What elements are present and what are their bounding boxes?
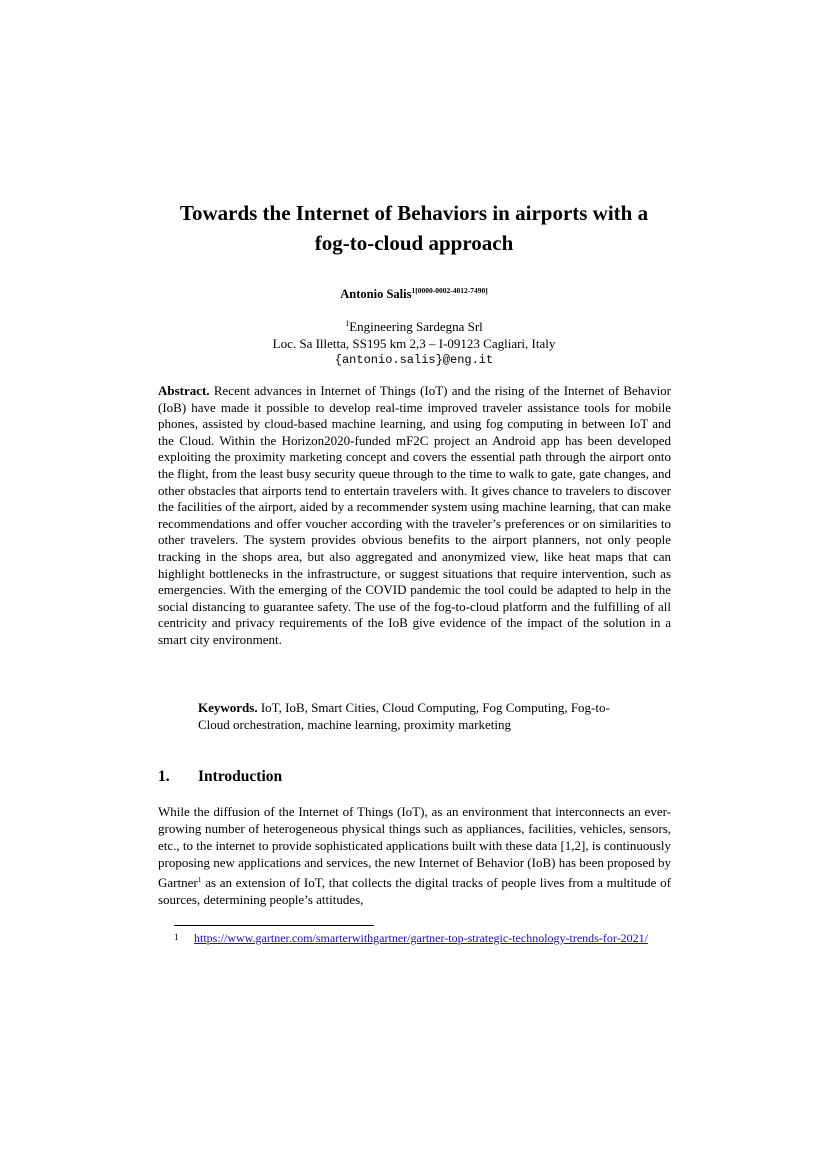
intro-text-part-2: as an extension of IoT, that collects the digital tracks of people lives from a multitude of sources, determining people’s attitudes, (158, 875, 671, 907)
section-title: Introduction (198, 768, 283, 785)
abstract-label: Abstract. (158, 383, 210, 398)
keywords-text: IoT, IoB, Smart Cities, Cloud Computing, Fog Computing, Fog-to-Cloud orchestration, machine learning, proximity marketing (198, 700, 610, 732)
introduction-paragraph (158, 803, 671, 908)
footnote (158, 930, 671, 945)
abstract (158, 383, 671, 649)
affiliation-org-line (0, 316, 828, 336)
affiliation (0, 316, 828, 369)
paper-title (100, 198, 728, 258)
intro-text-part-1: While the diffusion of the Internet of Things (IoT), as an environment that interconnects an ever-growing number of heterogeneous physical things such as appliances, facilities, vehicles, sensors, etc., to the internet to provide sophisticated applications built with these data [1,2], is continuously proposing new applications and services, the new Internet of Behavior (IoB) has been proposed by Gartner (158, 804, 671, 890)
keywords (198, 700, 638, 733)
affiliation-email[interactable]: {antonio.salis}@eng.it (334, 353, 494, 367)
author-line (0, 283, 828, 302)
section-heading-introduction (158, 767, 282, 787)
footnote-divider (174, 925, 374, 926)
author-orcid: 1[0000-0002-4012-7490] (411, 286, 488, 295)
abstract-text: Recent advances in Internet of Things (IoT) and the rising of the Internet of Behavior (IoB) have made it possible to develop real-time improved traveler assistance tools for mobile phones, assisted by cloud-based machine learning, and using fog computing in between IoT and the Cloud. Within the Horizon2020-funded mF2C project an Android app has been developed exploiting the proximity marketing concept and covers the essential path through the airport onto the flight, from the least busy security queue through to the time to walk to gate, gate changes, and other obstacles that airports tend to entertain travelers with. It gives chance to travelers to discover the facilities of the airport, aided by a recommender system using machine learning, that can make recommendations and offer voucher according with the traveler’s preferences or on similarities to other travelers. The system provides obvious benefits to the airport planners, not only people tracking in the shops area, but also aggregated and anonymized view, like heat maps that can highlight bottlenecks in the infrastructure, or suggest situations that require intervention, such as emergencies. With the emerging of the COVID pandemic the tool could be adapted to help in the social distancing to guarantee safety. The use of the fog-to-cloud platform and the fulfilling of all centricity and privacy requirements of the IoB give evidence of the impact of the solution in a smart city environment. (158, 383, 672, 647)
footnote-marker: 1 (174, 932, 179, 942)
affiliation-marker: 1 (345, 319, 350, 328)
footnote-link[interactable]: https://www.gartner.com/smarterwithgartner/gartner-top-strategic-technology-trends-for-2021/ (194, 931, 648, 945)
author-name: Antonio Salis (340, 287, 412, 301)
footnote-ref[interactable]: 1 (197, 875, 202, 884)
keywords-label: Keywords. (198, 700, 258, 715)
title-line-2: fog-to-cloud approach (314, 231, 514, 255)
section-number: 1. (158, 768, 170, 785)
affiliation-address: Loc. Sa Illetta, SS195 km 2,3 – I-09123 Cagliari, Italy (272, 335, 556, 351)
title-line-1: Towards the Internet of Behaviors in airports with a (179, 201, 649, 225)
affiliation-org: Engineering Sardegna Srl (349, 319, 483, 334)
